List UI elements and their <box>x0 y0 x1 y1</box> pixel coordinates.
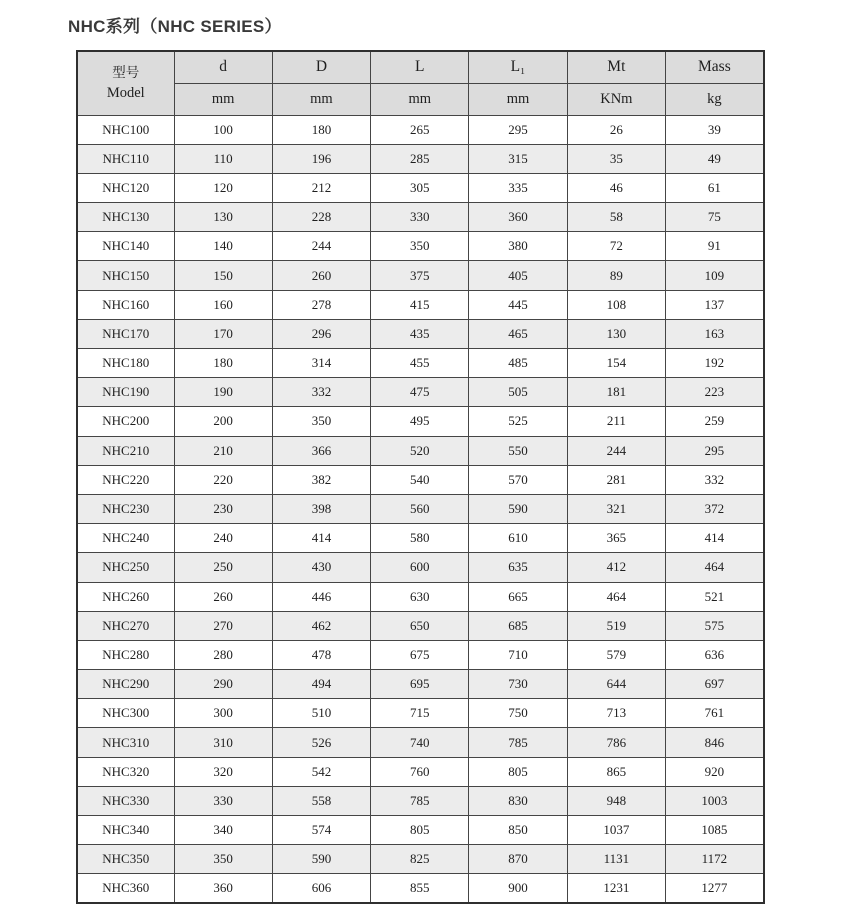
column-header-d: d <box>174 51 272 83</box>
value-cell-d: 150 <box>174 261 272 290</box>
table-row <box>77 436 764 465</box>
model-cell: NHC350 <box>77 845 174 874</box>
model-header-english-label: Model <box>106 84 145 101</box>
model-cell: NHC160 <box>77 290 174 319</box>
value-cell-L: 760 <box>371 757 469 786</box>
value-cell-D: 590 <box>272 845 370 874</box>
model-cell: NHC290 <box>77 670 174 699</box>
value-cell-Mass: 464 <box>665 553 763 582</box>
value-cell-Mt: 46 <box>567 173 665 202</box>
value-cell-L1: 850 <box>469 816 567 845</box>
table-header <box>77 51 764 115</box>
value-cell-Mt: 1037 <box>567 816 665 845</box>
value-cell-d: 160 <box>174 290 272 319</box>
column-unit-d: mm <box>174 83 272 115</box>
value-cell-Mass: 49 <box>665 144 763 173</box>
value-cell-D: 180 <box>272 115 370 144</box>
value-cell-L1: 710 <box>469 640 567 669</box>
column-header-L1: L₁ <box>469 51 567 83</box>
value-cell-Mt: 786 <box>567 728 665 757</box>
value-cell-L1: 685 <box>469 611 567 640</box>
value-cell-L: 435 <box>371 319 469 348</box>
value-cell-Mass: 521 <box>665 582 763 611</box>
table-body <box>77 115 764 903</box>
value-cell-Mt: 519 <box>567 611 665 640</box>
value-cell-D: 542 <box>272 757 370 786</box>
value-cell-L1: 315 <box>469 144 567 173</box>
model-cell: NHC190 <box>77 378 174 407</box>
column-header-L: L <box>371 51 469 83</box>
value-cell-L: 785 <box>371 786 469 815</box>
value-cell-d: 240 <box>174 524 272 553</box>
header-name-row <box>77 51 764 83</box>
value-cell-Mt: 35 <box>567 144 665 173</box>
value-cell-D: 606 <box>272 874 370 903</box>
value-cell-d: 100 <box>174 115 272 144</box>
value-cell-Mass: 75 <box>665 203 763 232</box>
value-cell-Mass: 109 <box>665 261 763 290</box>
table-row <box>77 640 764 669</box>
value-cell-Mass: 295 <box>665 436 763 465</box>
model-cell: NHC340 <box>77 816 174 845</box>
value-cell-Mass: 259 <box>665 407 763 436</box>
value-cell-L: 520 <box>371 436 469 465</box>
value-cell-Mt: 211 <box>567 407 665 436</box>
column-unit-Mass: kg <box>665 83 763 115</box>
value-cell-D: 228 <box>272 203 370 232</box>
value-cell-D: 558 <box>272 786 370 815</box>
value-cell-D: 526 <box>272 728 370 757</box>
value-cell-L1: 805 <box>469 757 567 786</box>
table-row <box>77 845 764 874</box>
value-cell-Mt: 644 <box>567 670 665 699</box>
value-cell-L: 375 <box>371 261 469 290</box>
value-cell-d: 360 <box>174 874 272 903</box>
model-cell: NHC180 <box>77 349 174 378</box>
value-cell-D: 430 <box>272 553 370 582</box>
value-cell-L: 630 <box>371 582 469 611</box>
value-cell-L: 805 <box>371 816 469 845</box>
column-unit-L: mm <box>371 83 469 115</box>
value-cell-Mass: 920 <box>665 757 763 786</box>
header-unit-row <box>77 83 764 115</box>
value-cell-D: 314 <box>272 349 370 378</box>
value-cell-L: 350 <box>371 232 469 261</box>
model-cell: NHC300 <box>77 699 174 728</box>
value-cell-L: 855 <box>371 874 469 903</box>
model-cell: NHC310 <box>77 728 174 757</box>
value-cell-d: 130 <box>174 203 272 232</box>
value-cell-d: 110 <box>174 144 272 173</box>
value-cell-Mass: 372 <box>665 494 763 523</box>
value-cell-d: 290 <box>174 670 272 699</box>
model-cell: NHC280 <box>77 640 174 669</box>
value-cell-d: 170 <box>174 319 272 348</box>
column-header-D: D <box>272 51 370 83</box>
value-cell-D: 510 <box>272 699 370 728</box>
table-row <box>77 290 764 319</box>
value-cell-L1: 900 <box>469 874 567 903</box>
value-cell-Mass: 414 <box>665 524 763 553</box>
value-cell-Mt: 108 <box>567 290 665 319</box>
nhc-series-spec-table <box>76 50 765 904</box>
value-cell-d: 280 <box>174 640 272 669</box>
value-cell-Mass: 223 <box>665 378 763 407</box>
value-cell-L1: 830 <box>469 786 567 815</box>
value-cell-d: 260 <box>174 582 272 611</box>
value-cell-Mt: 89 <box>567 261 665 290</box>
value-cell-Mass: 846 <box>665 728 763 757</box>
value-cell-L1: 505 <box>469 378 567 407</box>
value-cell-d: 190 <box>174 378 272 407</box>
value-cell-Mt: 321 <box>567 494 665 523</box>
value-cell-d: 330 <box>174 786 272 815</box>
table-row <box>77 582 764 611</box>
table-row <box>77 874 764 903</box>
value-cell-D: 212 <box>272 173 370 202</box>
value-cell-d: 120 <box>174 173 272 202</box>
table-row <box>77 203 764 232</box>
value-cell-L1: 360 <box>469 203 567 232</box>
table-row <box>77 786 764 815</box>
value-cell-Mass: 91 <box>665 232 763 261</box>
value-cell-L1: 335 <box>469 173 567 202</box>
value-cell-Mass: 1172 <box>665 845 763 874</box>
table-row <box>77 757 764 786</box>
value-cell-D: 196 <box>272 144 370 173</box>
value-cell-L: 600 <box>371 553 469 582</box>
value-cell-Mt: 713 <box>567 699 665 728</box>
model-cell: NHC270 <box>77 611 174 640</box>
value-cell-L1: 730 <box>469 670 567 699</box>
value-cell-D: 494 <box>272 670 370 699</box>
table-row <box>77 611 764 640</box>
value-cell-Mt: 281 <box>567 465 665 494</box>
value-cell-d: 140 <box>174 232 272 261</box>
value-cell-Mass: 1003 <box>665 786 763 815</box>
value-cell-L: 540 <box>371 465 469 494</box>
value-cell-Mass: 1277 <box>665 874 763 903</box>
value-cell-d: 310 <box>174 728 272 757</box>
value-cell-Mt: 72 <box>567 232 665 261</box>
value-cell-Mass: 1085 <box>665 816 763 845</box>
value-cell-L: 715 <box>371 699 469 728</box>
model-cell: NHC320 <box>77 757 174 786</box>
model-cell: NHC220 <box>77 465 174 494</box>
value-cell-L: 580 <box>371 524 469 553</box>
table-row <box>77 115 764 144</box>
value-cell-L: 675 <box>371 640 469 669</box>
table-row <box>77 553 764 582</box>
value-cell-L1: 405 <box>469 261 567 290</box>
value-cell-L: 415 <box>371 290 469 319</box>
value-cell-D: 478 <box>272 640 370 669</box>
value-cell-Mass: 761 <box>665 699 763 728</box>
table-row <box>77 816 764 845</box>
value-cell-d: 250 <box>174 553 272 582</box>
value-cell-L1: 750 <box>469 699 567 728</box>
value-cell-L: 475 <box>371 378 469 407</box>
model-cell: NHC230 <box>77 494 174 523</box>
value-cell-L1: 785 <box>469 728 567 757</box>
table-row <box>77 494 764 523</box>
value-cell-L1: 485 <box>469 349 567 378</box>
value-cell-L: 740 <box>371 728 469 757</box>
value-cell-D: 350 <box>272 407 370 436</box>
value-cell-L: 695 <box>371 670 469 699</box>
value-cell-D: 366 <box>272 436 370 465</box>
model-cell: NHC260 <box>77 582 174 611</box>
value-cell-d: 210 <box>174 436 272 465</box>
model-cell: NHC140 <box>77 232 174 261</box>
model-cell: NHC200 <box>77 407 174 436</box>
table-row <box>77 699 764 728</box>
value-cell-L1: 445 <box>469 290 567 319</box>
value-cell-L: 265 <box>371 115 469 144</box>
value-cell-Mt: 181 <box>567 378 665 407</box>
column-unit-L1: mm <box>469 83 567 115</box>
value-cell-L1: 380 <box>469 232 567 261</box>
value-cell-d: 270 <box>174 611 272 640</box>
value-cell-L1: 465 <box>469 319 567 348</box>
value-cell-Mt: 154 <box>567 349 665 378</box>
table-row <box>77 670 764 699</box>
value-cell-L: 455 <box>371 349 469 378</box>
model-cell: NHC210 <box>77 436 174 465</box>
model-header-chinese-label: 型号 <box>112 64 140 80</box>
value-cell-L: 495 <box>371 407 469 436</box>
value-cell-Mt: 365 <box>567 524 665 553</box>
value-cell-L1: 550 <box>469 436 567 465</box>
value-cell-Mt: 948 <box>567 786 665 815</box>
model-cell: NHC100 <box>77 115 174 144</box>
value-cell-D: 446 <box>272 582 370 611</box>
table-row <box>77 144 764 173</box>
value-cell-D: 332 <box>272 378 370 407</box>
value-cell-d: 340 <box>174 816 272 845</box>
value-cell-d: 350 <box>174 845 272 874</box>
model-cell: NHC110 <box>77 144 174 173</box>
value-cell-Mass: 137 <box>665 290 763 319</box>
value-cell-d: 200 <box>174 407 272 436</box>
value-cell-Mass: 575 <box>665 611 763 640</box>
value-cell-Mass: 192 <box>665 349 763 378</box>
table-row <box>77 232 764 261</box>
value-cell-Mt: 412 <box>567 553 665 582</box>
table-row <box>77 319 764 348</box>
value-cell-d: 320 <box>174 757 272 786</box>
value-cell-Mt: 244 <box>567 436 665 465</box>
value-cell-L1: 870 <box>469 845 567 874</box>
value-cell-d: 230 <box>174 494 272 523</box>
model-cell: NHC150 <box>77 261 174 290</box>
value-cell-Mass: 636 <box>665 640 763 669</box>
column-header-Mt: Mt <box>567 51 665 83</box>
value-cell-Mt: 579 <box>567 640 665 669</box>
model-cell: NHC170 <box>77 319 174 348</box>
column-header-model <box>77 51 174 115</box>
table-row <box>77 173 764 202</box>
page-title: NHC系列（NHC SERIES） <box>68 17 282 36</box>
value-cell-Mass: 61 <box>665 173 763 202</box>
value-cell-D: 382 <box>272 465 370 494</box>
model-cell: NHC250 <box>77 553 174 582</box>
value-cell-d: 300 <box>174 699 272 728</box>
model-cell: NHC330 <box>77 786 174 815</box>
value-cell-Mt: 26 <box>567 115 665 144</box>
value-cell-L: 825 <box>371 845 469 874</box>
model-cell: NHC120 <box>77 173 174 202</box>
table-row <box>77 261 764 290</box>
value-cell-L1: 610 <box>469 524 567 553</box>
table-row <box>77 407 764 436</box>
table-row <box>77 524 764 553</box>
column-unit-Mt: KNm <box>567 83 665 115</box>
value-cell-d: 220 <box>174 465 272 494</box>
column-header-Mass: Mass <box>665 51 763 83</box>
value-cell-L1: 635 <box>469 553 567 582</box>
value-cell-L: 330 <box>371 203 469 232</box>
value-cell-D: 260 <box>272 261 370 290</box>
value-cell-L: 305 <box>371 173 469 202</box>
value-cell-Mt: 464 <box>567 582 665 611</box>
value-cell-L1: 295 <box>469 115 567 144</box>
value-cell-Mt: 58 <box>567 203 665 232</box>
value-cell-D: 398 <box>272 494 370 523</box>
value-cell-D: 414 <box>272 524 370 553</box>
table-row <box>77 465 764 494</box>
value-cell-L1: 665 <box>469 582 567 611</box>
table-row <box>77 378 764 407</box>
value-cell-D: 278 <box>272 290 370 319</box>
value-cell-L1: 525 <box>469 407 567 436</box>
value-cell-L: 650 <box>371 611 469 640</box>
value-cell-d: 180 <box>174 349 272 378</box>
value-cell-Mt: 865 <box>567 757 665 786</box>
value-cell-D: 462 <box>272 611 370 640</box>
model-cell: NHC130 <box>77 203 174 232</box>
model-cell: NHC240 <box>77 524 174 553</box>
column-unit-D: mm <box>272 83 370 115</box>
value-cell-L1: 570 <box>469 465 567 494</box>
value-cell-Mass: 697 <box>665 670 763 699</box>
value-cell-L1: 590 <box>469 494 567 523</box>
value-cell-D: 244 <box>272 232 370 261</box>
value-cell-Mt: 1231 <box>567 874 665 903</box>
value-cell-Mass: 332 <box>665 465 763 494</box>
model-cell: NHC360 <box>77 874 174 903</box>
value-cell-Mt: 1131 <box>567 845 665 874</box>
table-row <box>77 728 764 757</box>
value-cell-D: 574 <box>272 816 370 845</box>
value-cell-Mass: 39 <box>665 115 763 144</box>
value-cell-L: 285 <box>371 144 469 173</box>
value-cell-D: 296 <box>272 319 370 348</box>
value-cell-Mass: 163 <box>665 319 763 348</box>
table-row <box>77 349 764 378</box>
value-cell-L: 560 <box>371 494 469 523</box>
value-cell-Mt: 130 <box>567 319 665 348</box>
